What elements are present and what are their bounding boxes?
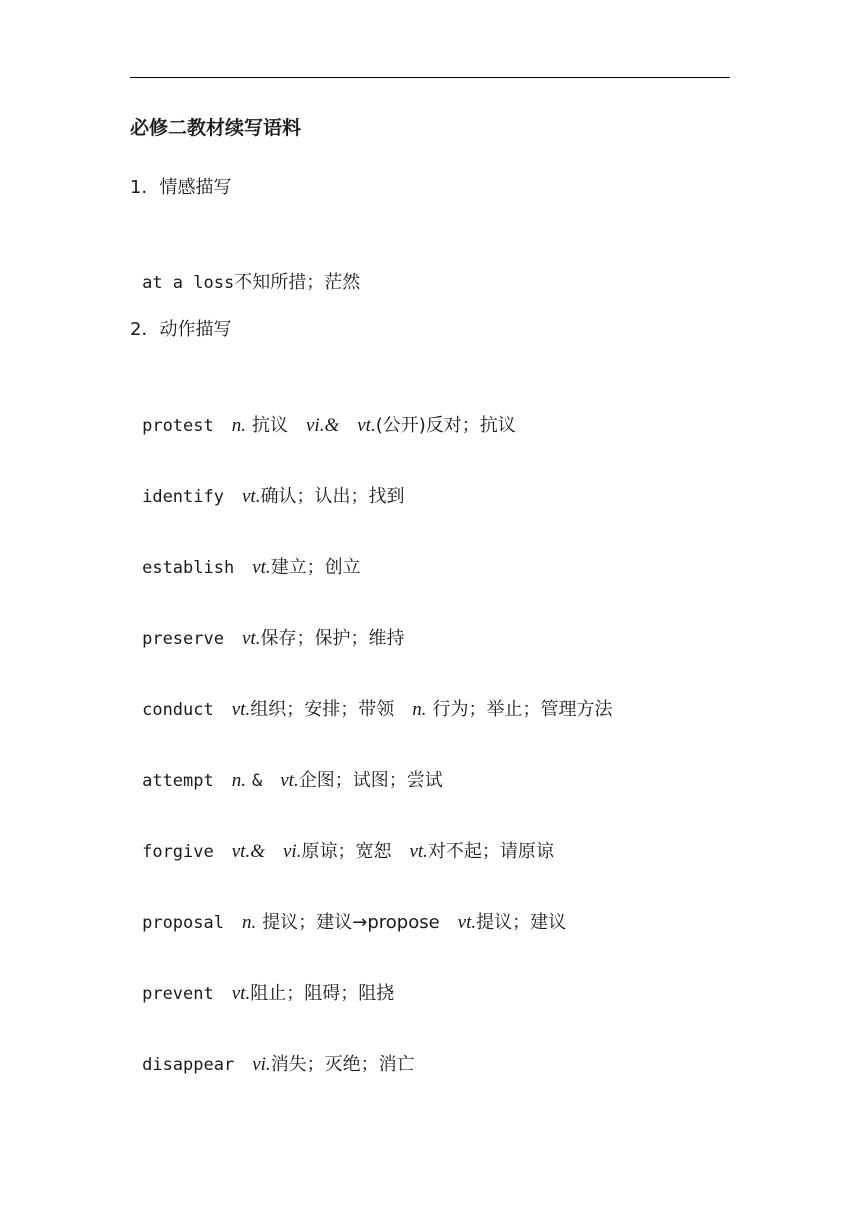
entry-meaning: 企图；试图；尝试: [298, 770, 443, 791]
entry-word: disappear: [142, 1055, 235, 1075]
entry-meaning: 提议；建议: [262, 912, 353, 933]
entry-pos: vi.: [283, 841, 302, 862]
entry-word-related: propose: [367, 912, 440, 933]
section-heading-emotion: 1．情感描写: [130, 177, 232, 198]
section-heading-action: 2．动作描写: [130, 319, 232, 340]
entry-conduct: [130, 673, 612, 722]
entry-protest: [130, 389, 516, 438]
entry-pos: vt.: [241, 486, 261, 507]
entry-word: identify: [142, 487, 224, 507]
entry-meaning: 消失；灭绝；消亡: [270, 1054, 415, 1075]
entry-pos: vi.: [252, 1054, 271, 1075]
arrow-icon: →: [352, 912, 368, 933]
entry-pos: vt.&: [231, 841, 265, 862]
entry-pos: vt.: [252, 557, 271, 578]
entry-pos: vt.: [409, 841, 428, 862]
entry-pos: n.: [241, 912, 257, 933]
entry-word: conduct: [142, 700, 214, 720]
entry-meaning: 提议；建议: [476, 912, 567, 933]
entry-attempt: [130, 744, 443, 793]
entry-word: establish: [142, 558, 235, 578]
entry-meaning: 抗议: [252, 415, 288, 436]
entry-pos: n.: [412, 699, 427, 720]
entry-meaning: 建立；创立: [270, 557, 361, 578]
entry-meaning: 组织；安排；带领: [250, 699, 395, 720]
entry-identify: [130, 460, 404, 509]
entry-meaning: 不知所措；茫然: [234, 272, 361, 293]
entry-pos: vt.: [231, 699, 251, 720]
entry-prevent: [130, 957, 394, 1006]
entry-proposal: [130, 886, 566, 935]
entry-pos: vt.: [357, 415, 376, 436]
entry-meaning: 行为；举止；管理方法: [432, 699, 613, 720]
entry-meaning: 保存；保护；维持: [260, 628, 405, 649]
entry-word: preserve: [142, 629, 224, 649]
entry-word: protest: [142, 416, 214, 436]
page-title: 必修二教材续写语料: [130, 117, 302, 139]
entry-word: proposal: [142, 913, 224, 933]
entry-pos: vt.: [241, 628, 261, 649]
header-rule: [130, 77, 730, 78]
entry-disappear: [130, 1028, 415, 1077]
entry-at-a-loss: [130, 246, 360, 295]
entry-pos: n.: [231, 415, 246, 436]
entry-meaning: 对不起；请原谅: [427, 841, 554, 862]
entry-pos: vt.: [280, 770, 299, 791]
entry-meaning: 阻止；阻碍；阻挠: [250, 983, 395, 1004]
entry-word: prevent: [142, 984, 214, 1004]
entry-pos: vi.&: [306, 415, 340, 436]
entry-meaning: (公开)反对；抗议: [375, 415, 516, 436]
entry-pos: vt.: [457, 912, 477, 933]
entry-pos: vt.: [231, 983, 251, 1004]
entry-forgive: [130, 815, 554, 864]
entry-meaning: 确认；认出；找到: [260, 486, 405, 507]
entry-pos: n.: [231, 770, 246, 791]
entry-amp: &: [252, 771, 263, 791]
entry-word: attempt: [142, 771, 214, 791]
entry-word: at a loss: [142, 273, 235, 293]
entry-meaning: 原谅；宽恕: [301, 841, 392, 862]
entry-establish: [130, 531, 361, 580]
entry-preserve: [130, 602, 404, 651]
entry-word: forgive: [142, 842, 214, 862]
